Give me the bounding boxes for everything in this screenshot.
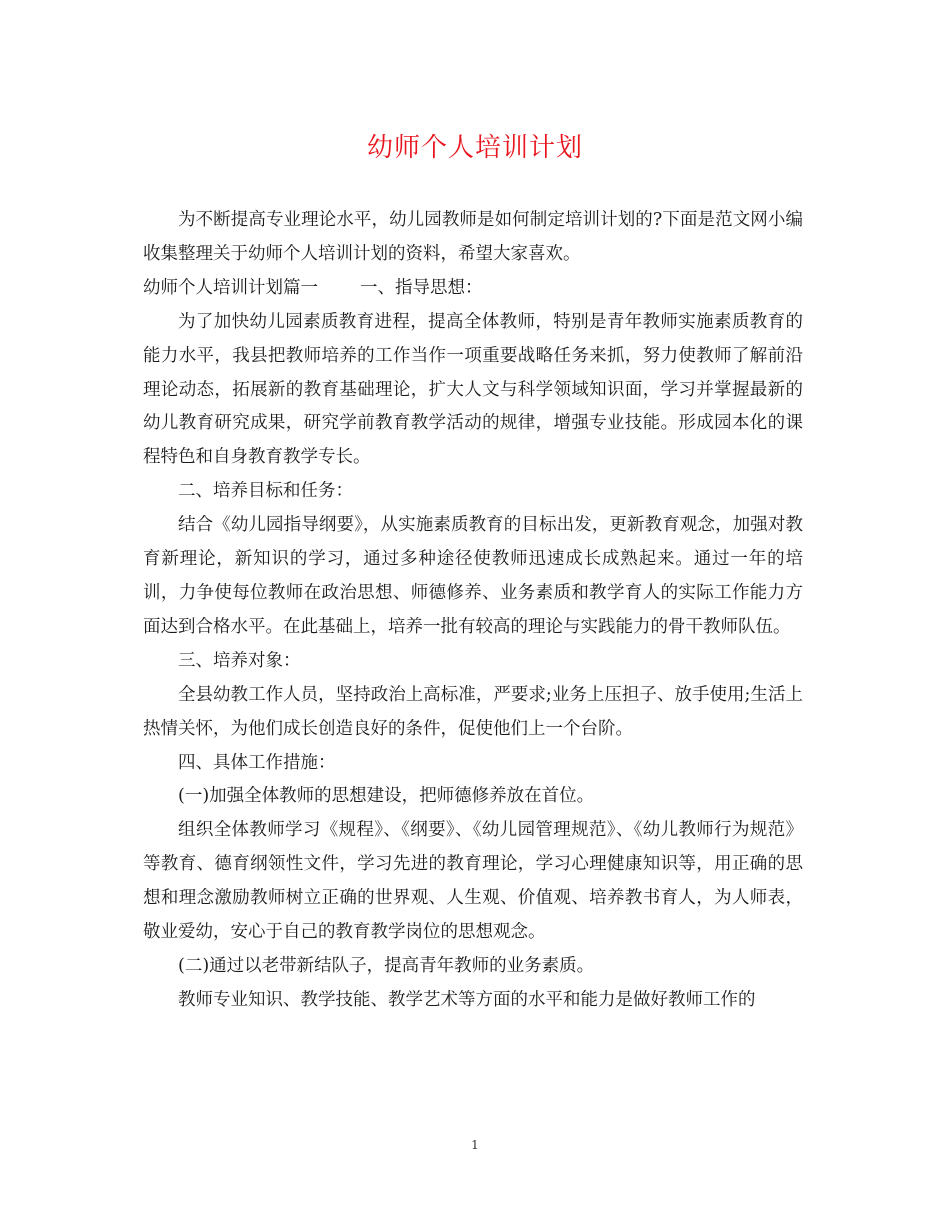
goals-paragraph: 结合《幼儿园指导纲要》，从实施素质教育的目标出发，更新教育观念，加强对教育新理论，新知识的学习，通过多种途径使教师迅速成长成熟起来。通过一年的培训，力争使每位教师在政治思想、师德修养、业务素质和教学育人的实际工作能力方面达到合格水平。在此基础上，培养一批有较高的理论与实践能力的骨干教师队伍。 xyxy=(143,515,803,637)
section-title: 幼师个人培训计划篇一 xyxy=(143,277,318,298)
heading-goals: 二、培养目标和任务： xyxy=(178,481,353,502)
section-line xyxy=(143,272,803,306)
heading-targets: 三、培养对象： xyxy=(178,650,301,671)
document-title: 幼师个人培训计划 xyxy=(366,133,583,163)
measure-one-heading: (一)加强全体教师的思想建设，把师德修养放在首位。 xyxy=(178,786,595,807)
document-body xyxy=(143,204,803,1018)
section-heading: 一、指导思想： xyxy=(360,277,483,298)
heading-measures: 四、具体工作措施： xyxy=(178,752,336,773)
measure-two-heading: (二)通过以老带新结队子，提高青年教师的业务素质。 xyxy=(178,955,595,976)
intro-paragraph: 为不断提高专业理论水平，幼儿园教师是如何制定培训计划的?下面是范文网小编收集整理关于幼师个人培训计划的资料，希望大家喜欢。 xyxy=(143,210,803,264)
measure-one-paragraph: 组织全体教师学习《规程》、《纲要》、《幼儿园管理规范》、《幼儿教师行为规范》等教育、德育纲领性文件，学习先进的教育理论，学习心理健康知识等，用正确的思想和理念激励教师树立正确的世界观、人生观、价值观、培养教书育人，为人师表，敬业爱幼，安心于自己的教育教学岗位的思想观念。 xyxy=(143,820,803,943)
guiding-thought-paragraph: 为了加快幼儿园素质教育进程，提高全体教师，特别是青年教师实施素质教育的能力水平，我县把教师培养的工作当作一项重要战略任务来抓，努力使教师了解前沿理论动态，拓展新的教育基础理论，扩大人文与科学领域知识面，学习并掌握最新的幼儿教育研究成果，研究学前教育教学活动的规律，增强专业技能。形成园本化的课程特色和自身教育教学专长。 xyxy=(143,311,803,468)
measure-two-paragraph: 教师专业知识、教学技能、教学艺术等方面的水平和能力是做好教师工作的 xyxy=(178,989,756,1010)
targets-paragraph: 全县幼教工作人员，坚持政治上高标准，严要求;业务上压担子、放手使用;生活上热情关怀，为他们成长创造良好的条件，促使他们上一个台阶。 xyxy=(143,684,803,739)
page-number: 1 xyxy=(471,1138,479,1152)
